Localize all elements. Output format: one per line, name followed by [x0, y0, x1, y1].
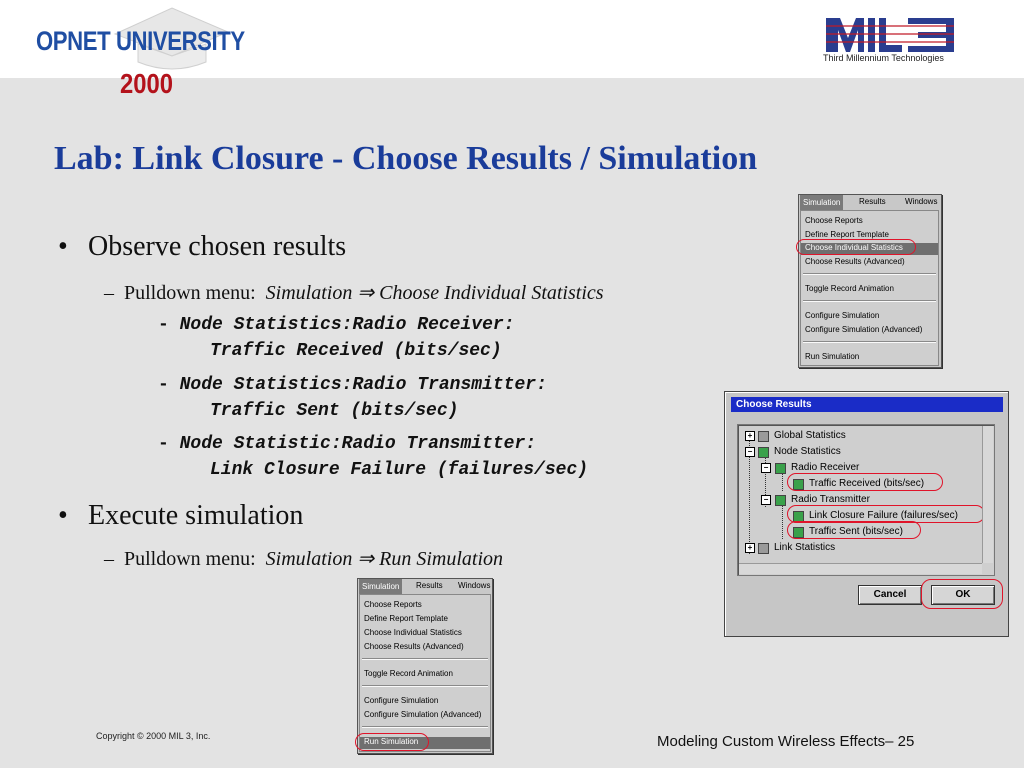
course-footer: Modeling Custom Wireless Effects– 25	[657, 733, 915, 750]
arrow-icon: ⇒	[357, 548, 375, 570]
bullet-observe-text: Observe chosen results	[88, 231, 347, 262]
simulation-dropdown	[800, 210, 939, 366]
stat-item-2-line2: Traffic Sent (bits/sec)	[210, 401, 459, 421]
subbullet-pulldown-1: – Pulldown menu: Simulation ⇒ Choose Individual Statistics	[104, 282, 604, 304]
tree-item-global-statistics[interactable]: Global Statistics	[774, 430, 846, 441]
menu-choose-reports[interactable]: Choose Reports	[364, 600, 422, 609]
checkbox-global-stats[interactable]	[758, 431, 769, 442]
highlight-circle	[796, 239, 916, 255]
menu-choose-reports[interactable]: Choose Reports	[805, 216, 863, 225]
menu-separator	[362, 726, 488, 728]
menu-separator	[803, 341, 936, 343]
simulation-menu-screenshot-2	[357, 578, 493, 754]
menu-separator	[803, 273, 936, 275]
menu-configure-simulation[interactable]: Configure Simulation	[805, 311, 880, 320]
expand-icon[interactable]: +	[745, 543, 755, 553]
menubar	[799, 195, 941, 210]
stat-item-3-line2: Link Closure Failure (failures/sec)	[210, 460, 589, 480]
highlight-circle	[921, 579, 1003, 609]
checkbox-link-stats[interactable]	[758, 543, 769, 554]
menu-configure-simulation[interactable]: Configure Simulation	[364, 696, 439, 705]
collapse-icon[interactable]: −	[761, 495, 771, 505]
checkbox-node-stats[interactable]	[758, 447, 769, 458]
horizontal-scrollbar[interactable]	[739, 563, 982, 574]
menu-configure-simulation-advanced[interactable]: Configure Simulation (Advanced)	[364, 710, 482, 719]
menu-choose-results-advanced[interactable]: Choose Results (Advanced)	[805, 257, 905, 266]
menu-separator	[362, 658, 488, 660]
menu-item-run-sim: Run Simulation	[379, 548, 503, 570]
menubar-simulation[interactable]: Simulation	[359, 579, 402, 594]
tree-item-traffic-received[interactable]: Traffic Received (bits/sec)	[809, 478, 925, 489]
stat-item-1-line1: Node Statistics:Radio Receiver:	[179, 315, 515, 335]
vertical-scrollbar[interactable]	[982, 426, 993, 563]
choose-results-dialog	[724, 391, 1009, 637]
bullet-observe: • Observe chosen results	[58, 231, 347, 262]
stat-item-1-line2: Traffic Received (bits/sec)	[210, 341, 502, 361]
stat-item-3: - Node Statistic:Radio Transmitter:	[158, 434, 537, 454]
tree-item-radio-transmitter[interactable]: Radio Transmitter	[791, 494, 870, 505]
stat-item-3-line1: Node Statistic:Radio Transmitter:	[179, 434, 537, 454]
bullet-execute-text: Execute simulation	[88, 500, 304, 531]
highlight-circle	[787, 521, 921, 539]
expand-icon[interactable]: +	[745, 431, 755, 441]
subbullet-pulldown-2: – Pulldown menu: Simulation ⇒ Run Simulation	[104, 548, 503, 570]
tree-item-node-statistics[interactable]: Node Statistics	[774, 446, 841, 457]
simulation-dropdown	[359, 594, 491, 752]
menu-simulation-1: Simulation	[265, 282, 353, 304]
menubar	[358, 579, 492, 594]
menu-configure-simulation-advanced[interactable]: Configure Simulation (Advanced)	[805, 325, 923, 334]
tree-item-traffic-sent[interactable]: Traffic Sent (bits/sec)	[809, 526, 903, 537]
menubar-results[interactable]: Results	[859, 197, 886, 206]
stat-item-2-line1: Node Statistics:Radio Transmitter:	[179, 375, 547, 395]
menubar-windows[interactable]: Windows	[905, 197, 938, 206]
highlight-circle	[355, 733, 429, 751]
menu-choose-individual-statistics[interactable]: Choose Individual Statistics	[801, 243, 938, 255]
simulation-menu-screenshot-1	[798, 194, 942, 368]
tree-item-link-statistics[interactable]: Link Statistics	[774, 542, 836, 553]
stat-item-2: - Node Statistics:Radio Transmitter:	[158, 375, 547, 395]
menu-separator	[362, 685, 488, 687]
pulldown-prefix-2: Pulldown menu:	[124, 548, 256, 570]
menubar-simulation[interactable]: Simulation	[800, 195, 843, 210]
checkbox-radio-receiver[interactable]	[775, 463, 786, 474]
tree-item-link-closure-failure[interactable]: Link Closure Failure (failures/sec)	[809, 510, 958, 521]
highlight-circle	[787, 473, 943, 491]
cancel-button[interactable]: Cancel	[858, 585, 922, 605]
collapse-icon[interactable]: −	[761, 463, 771, 473]
slide-title: Lab: Link Closure - Choose Results / Simulation	[54, 140, 758, 177]
tree-item-radio-receiver[interactable]: Radio Receiver	[791, 462, 860, 473]
results-tree	[737, 424, 995, 576]
menu-define-report-template[interactable]: Define Report Template	[364, 614, 448, 623]
menu-choose-individual-statistics[interactable]: Choose Individual Statistics	[364, 628, 462, 637]
bullet-execute: • Execute simulation	[58, 500, 304, 531]
menu-choose-results-advanced[interactable]: Choose Results (Advanced)	[364, 642, 464, 651]
menubar-results[interactable]: Results	[416, 581, 443, 590]
copyright-text: Copyright © 2000 MIL 3, Inc.	[96, 731, 211, 741]
menu-simulation-2: Simulation	[265, 548, 353, 570]
menu-run-simulation[interactable]: Run Simulation	[805, 352, 860, 361]
stat-item-1: - Node Statistics:Radio Receiver:	[158, 315, 515, 335]
menu-define-report-template[interactable]: Define Report Template	[805, 230, 889, 239]
checkbox-radio-transmitter[interactable]	[775, 495, 786, 506]
arrow-icon: ⇒	[357, 282, 375, 304]
pulldown-prefix-1: Pulldown menu:	[124, 282, 256, 304]
university-year: 2000	[120, 68, 173, 99]
menu-toggle-record-animation[interactable]: Toggle Record Animation	[364, 669, 453, 678]
menu-separator	[803, 300, 936, 302]
menu-item-choose-stats: Choose Individual Statistics	[379, 282, 604, 304]
mil3-tagline: Third Millennium Technologies	[823, 53, 944, 63]
university-name: OPNET UNIVERSITY	[36, 26, 245, 56]
dialog-title: Choose Results	[731, 397, 1003, 412]
menu-toggle-record-animation[interactable]: Toggle Record Animation	[805, 284, 894, 293]
ok-button[interactable]: OK	[931, 585, 995, 605]
menu-run-simulation[interactable]: Run Simulation	[360, 737, 490, 749]
menubar-windows[interactable]: Windows	[458, 581, 491, 590]
collapse-icon[interactable]: −	[745, 447, 755, 457]
